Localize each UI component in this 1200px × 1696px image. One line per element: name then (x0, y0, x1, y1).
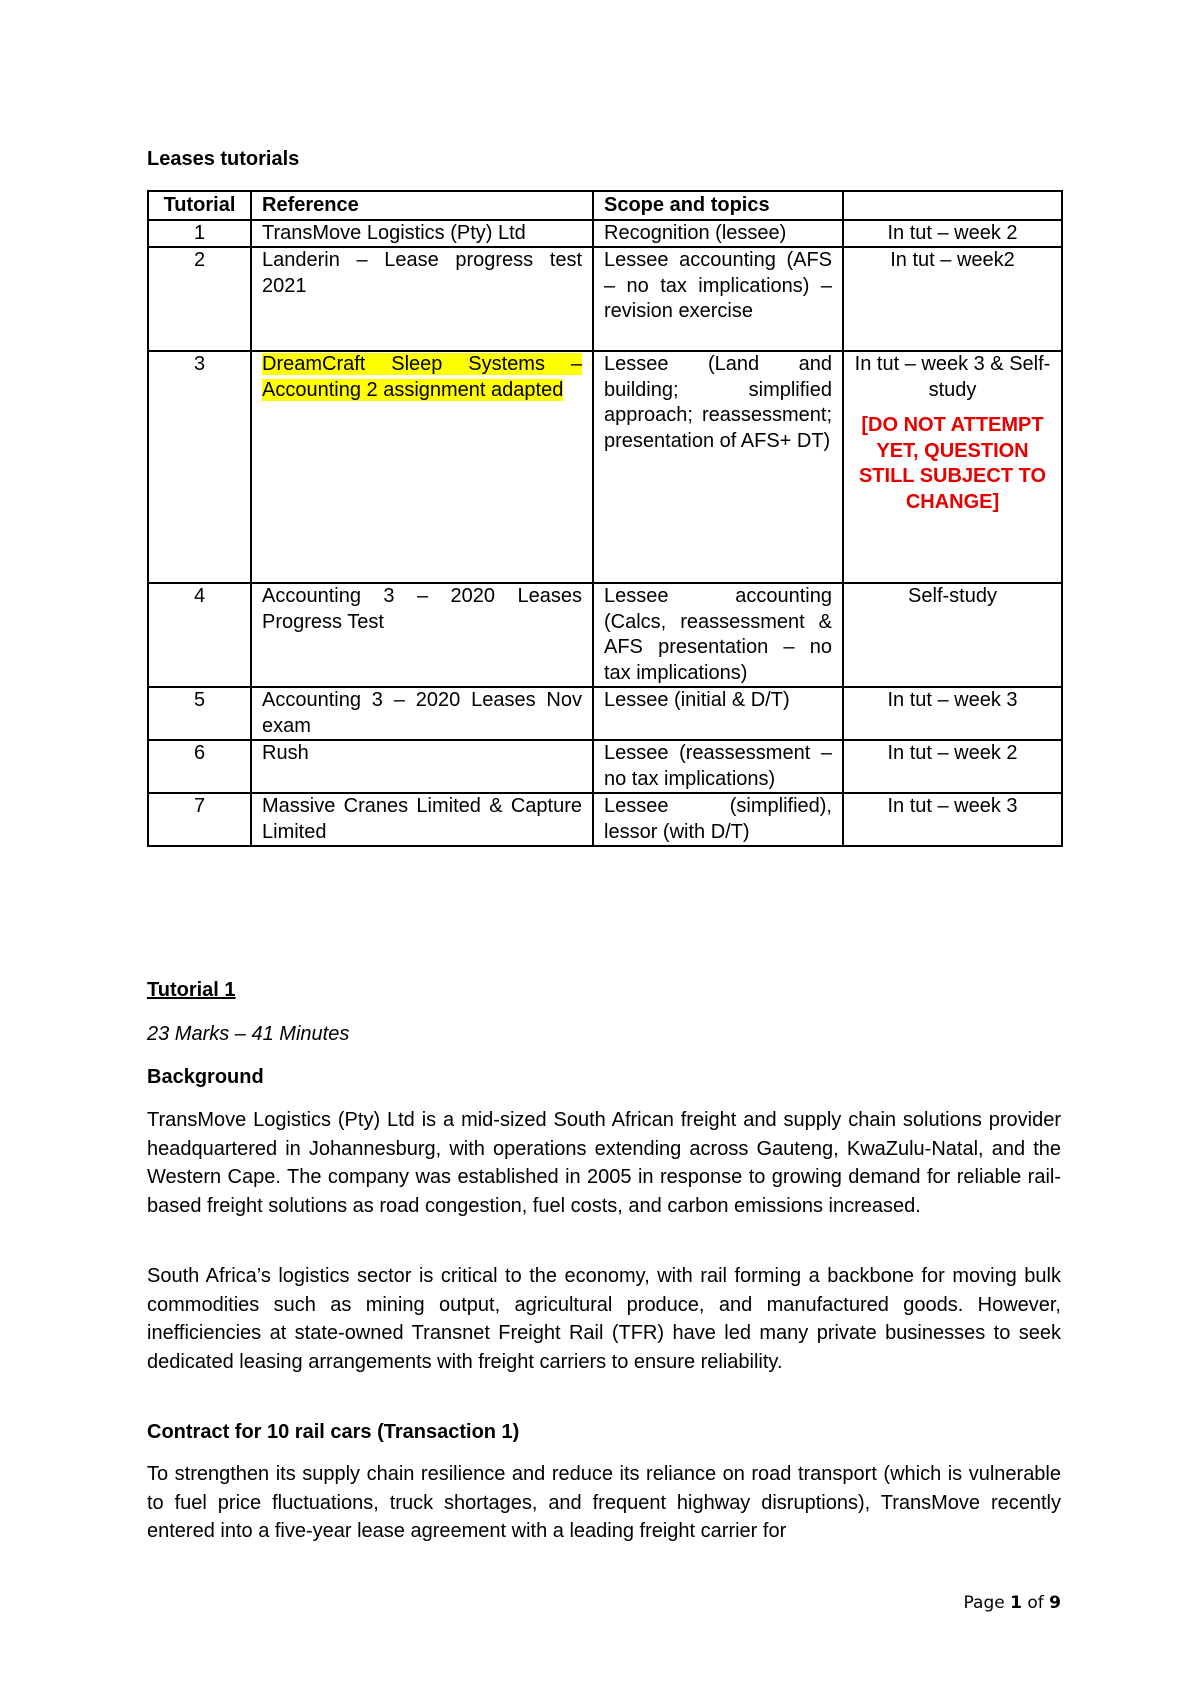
cell-scope: Lessee (Land and building; simplified approach; reassessment; presentation of AFS+ DT) (593, 351, 843, 583)
cell-reference: Massive Cranes Limited & Capture Limited (251, 793, 593, 846)
cell-scope: Lessee accounting (AFS – no tax implications) – revision exercise (593, 247, 843, 351)
cell-number: 6 (148, 740, 251, 793)
cell-scope: Lessee (initial & D/T) (593, 687, 843, 740)
header-schedule (843, 191, 1062, 220)
of-label: of (1027, 1593, 1044, 1613)
table-header-row (148, 191, 1062, 220)
cell-reference: Accounting 3 – 2020 Leases Progress Test (251, 583, 593, 687)
cell-scope: Recognition (lessee) (593, 220, 843, 248)
page-number: 1 (1010, 1593, 1022, 1613)
table-row (148, 247, 1062, 351)
document-title: Leases tutorials (147, 148, 300, 170)
contract-paragraph: To strengthen its supply chain resilience and reduce its reliance on road transport (which is vulnerable to fuel price fluctuations, truck shortages, and frequent highway disruptions), TransMove recently entered into a five-year lease agreement with a leading freight carrier for (147, 1463, 1061, 1542)
cell-number: 7 (148, 793, 251, 846)
background-heading: Background (147, 1066, 264, 1088)
total-pages: 9 (1049, 1593, 1061, 1613)
cell-number: 2 (148, 247, 251, 351)
background-paragraph-1: TransMove Logistics (Pty) Ltd is a mid-sized South African freight and supply chain solutions provider headquartered in Johannesburg, with operations extending across Gauteng, KwaZulu-Natal, and the Western Cape. The company was established in 2005 in response to growing demand for reliable rail-based freight solutions as road congestion, fuel costs, and carbon emissions increased. (147, 1109, 1061, 1217)
header-scope: Scope and topics (593, 191, 843, 220)
background-paragraph-2: South Africa’s logistics sector is critical to the economy, with rail forming a backbone for moving bulk commodities such as mining output, agricultural produce, and manufactured goods. However, inefficiencies at state-owned Transnet Freight Rail (TFR) have led many private businesses to seek dedicated leasing arrangements with freight carriers to ensure reliability. (147, 1265, 1061, 1373)
cell-scope: Lessee (simplified), lessor (with D/T) (593, 793, 843, 846)
table-row (148, 740, 1062, 793)
tutorials-table (147, 190, 1063, 847)
cell-number: 3 (148, 351, 251, 583)
table-row (148, 687, 1062, 740)
cell-schedule: In tut – week 2 (843, 740, 1062, 793)
table-row (148, 583, 1062, 687)
cell-schedule: Self-study (843, 583, 1062, 687)
contract-heading: Contract for 10 rail cars (Transaction 1) (147, 1421, 520, 1443)
cell-scope: Lessee (reassessment – no tax implications) (593, 740, 843, 793)
table-row (148, 220, 1062, 248)
cell-reference: TransMove Logistics (Pty) Ltd (251, 220, 593, 248)
cell-reference: Rush (251, 740, 593, 793)
page-label: Page (963, 1593, 1005, 1613)
cell-number: 1 (148, 220, 251, 248)
marks-duration: 23 Marks – 41 Minutes (147, 1023, 350, 1045)
cell-schedule: In tut – week 3 (843, 793, 1062, 846)
cell-schedule: In tut – week2 (843, 247, 1062, 351)
highlighted-reference: DreamCraft Sleep Systems – Accounting 2 assignment adapted (262, 353, 582, 401)
tutorial-1-heading: Tutorial 1 (147, 979, 236, 1001)
page-footer (964, 1593, 1061, 1613)
cell-schedule (843, 351, 1062, 583)
table-row (148, 351, 1062, 583)
cell-reference: Accounting 3 – 2020 Leases Nov exam (251, 687, 593, 740)
warning-note: [DO NOT ATTEMPT YET, QUESTION STILL SUBJECT TO CHANGE] (858, 414, 1047, 513)
cell-number: 4 (148, 583, 251, 687)
cell-scope: Lessee accounting (Calcs, reassessment & AFS presentation – no tax implications) (593, 583, 843, 687)
schedule-text: In tut – week 3 & Self-study (854, 353, 1051, 401)
cell-reference (251, 351, 593, 583)
cell-number: 5 (148, 687, 251, 740)
header-tutorial: Tutorial (148, 191, 251, 220)
cell-schedule: In tut – week 3 (843, 687, 1062, 740)
cell-schedule: In tut – week 2 (843, 220, 1062, 248)
table-row (148, 793, 1062, 846)
cell-reference: Landerin – Lease progress test 2021 (251, 247, 593, 351)
header-reference: Reference (251, 191, 593, 220)
